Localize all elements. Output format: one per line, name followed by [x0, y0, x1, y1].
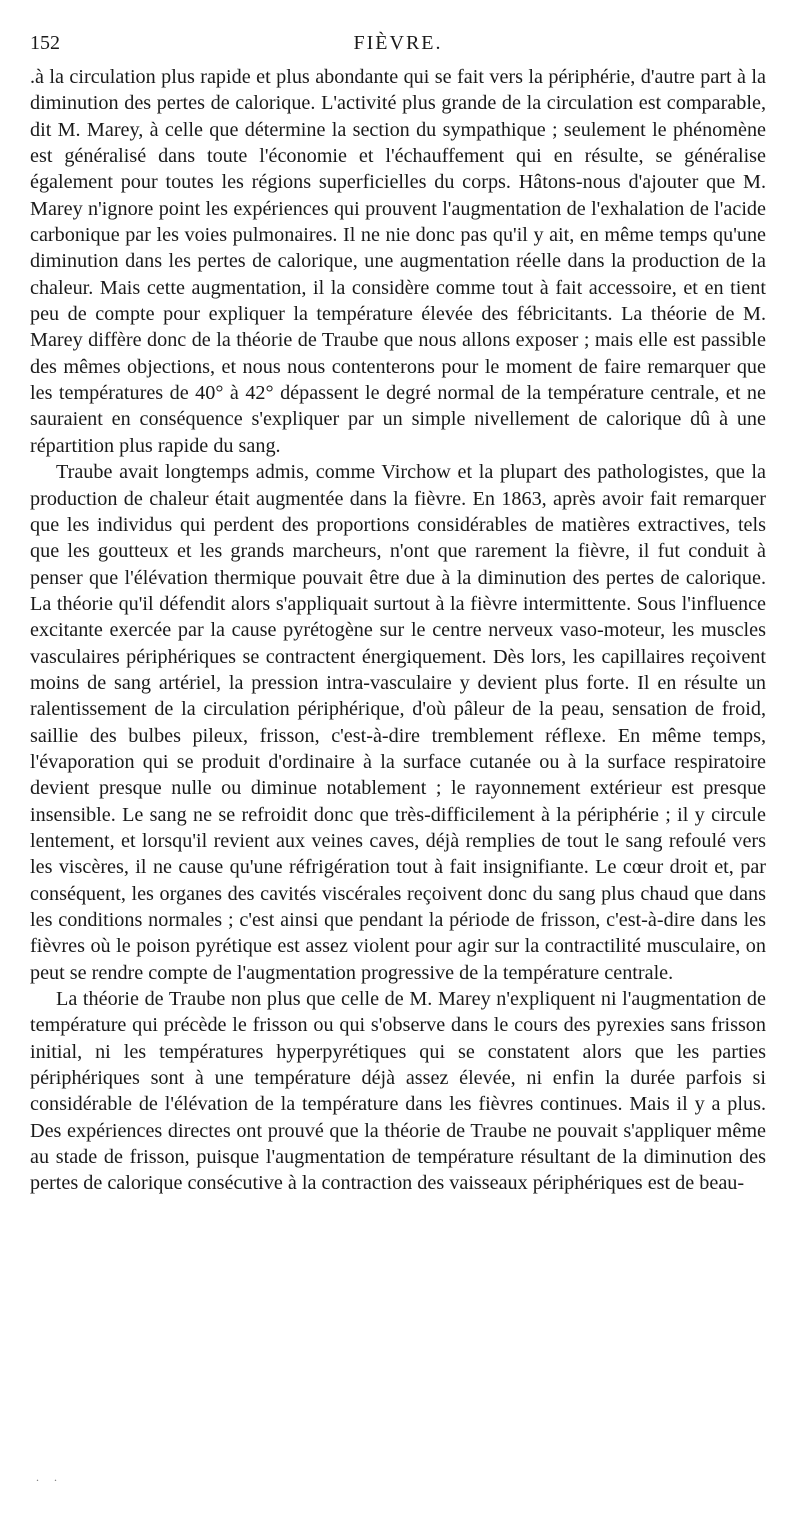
book-page — [30, 28, 766, 1197]
footer-mark: . . — [36, 1470, 63, 1484]
running-head: FIÈVRE. — [353, 32, 443, 54]
page-header — [30, 28, 766, 58]
page-number: 152 — [30, 32, 60, 54]
paragraph-traube-theory: Traube avait longtemps admis, comme Virchow et la plupart des pathologistes, que la production de chaleur était augmentée dans la fièvre. En 1863, après avoir fait remarquer que les individus qui perdent des proportions considérables de matières extractives, tels que les goutteux et les grands marcheurs, n'ont que rarement la fièvre, il fut conduit à penser que l'élévation thermique pouvait être due à la diminution des pertes de calorique. La théorie qu'il défendit alors s'appliquait surtout à la fièvre intermittente. Sous l'influence excitante exercée par la cause pyrétogène sur le centre nerveux vaso-moteur, les muscles vasculaires périphériques se contractent énergiquement. Dès lors, les capillaires reçoivent moins de sang artériel, la pression intra-vasculaire y devient plus forte. Il en résulte un ralentissement de la circulation périphérique, d'où pâleur de la peau, sensation de froid, saillie des bulbes pileux, frisson, c'est-à-dire tremblement réflexe. En même temps, l'évaporation qui se produit d'ordinaire à la surface cutanée ou à la surface respiratoire devient presque nulle ou diminue notablement ; le rayonnement extérieur est presque insensible. Le sang ne se refroidit donc que très-difficilement à la périphérie ; il y circule lentement, et lorsqu'il revient aux veines caves, déjà remplies de tout le sang refoulé vers les viscères, il ne cause qu'une réfrigération tout à fait insignifiante. Le cœur droit et, par conséquent, les organes des cavités viscérales reçoivent donc du sang plus chaud que dans les conditions normales ; c'est ainsi que pendant la période de frisson, c'est-à-dire dans les fièvres où le poison pyrétique est assez violent pour agir sur la contractilité musculaire, on peut se rendre compte de l'augmentation progressive de la température centrale. — [30, 461, 766, 984]
paragraph-continued: .à la circulation plus rapide et plus abondante qui se fait vers la périphérie, d'autre part à la diminution des pertes de calorique. L'activité plus grande de la circulation est comparable, dit M. Marey, à celle que détermine la section du sympathique ; seulement le phénomène est généralisé dans toute l'économie et l'échauffement qui en résulte, se généralise également pour toutes les régions superficielles du corps. Hâtons-nous d'ajouter que M. Marey n'ignore point les expériences qui prouvent l'augmentation de l'exhalation de l'acide carbonique par les voies pulmonaires. Il ne nie donc pas qu'il y ait, en même temps qu'une diminution dans les pertes de calorique, une augmentation réelle dans la production de la chaleur. Mais cette augmentation, il la considère comme tout à fait accessoire, et en tient peu de compte pour expliquer la température élevée des fébricitants. La théorie de M. Marey diffère donc de la théorie de Traube que nous allons exposer ; mais elle est passible des mêmes objections, et nous nous contenterons pour le moment de faire remarquer que les températures de 40° à 42° dépassent le degré normal de la température centrale, et ne sauraient en conséquence s'expliquer par un simple nivellement de calorique dû à une répartition plus rapide du sang. — [30, 66, 766, 457]
body-text — [30, 64, 766, 1197]
paragraph-objections: La théorie de Traube non plus que celle de M. Marey n'expliquent ni l'augmentation de température qui précède le frisson ou qui s'observe dans le cours des pyrexies sans frisson initial, ni les températures hyperpyrétiques qui se constatent alors que les parties périphériques sont à une température déjà assez élevée, ni enfin la durée parfois si considérable de l'élévation de la température dans les fièvres continues. Mais il y a plus. Des expériences directes ont prouvé que la théorie de Traube ne pouvait s'appliquer même au stade de frisson, puisque l'augmentation de température résultant de la diminution des pertes de calorique consécutive à la contraction des vaisseaux périphériques est de beau- — [30, 988, 766, 1195]
